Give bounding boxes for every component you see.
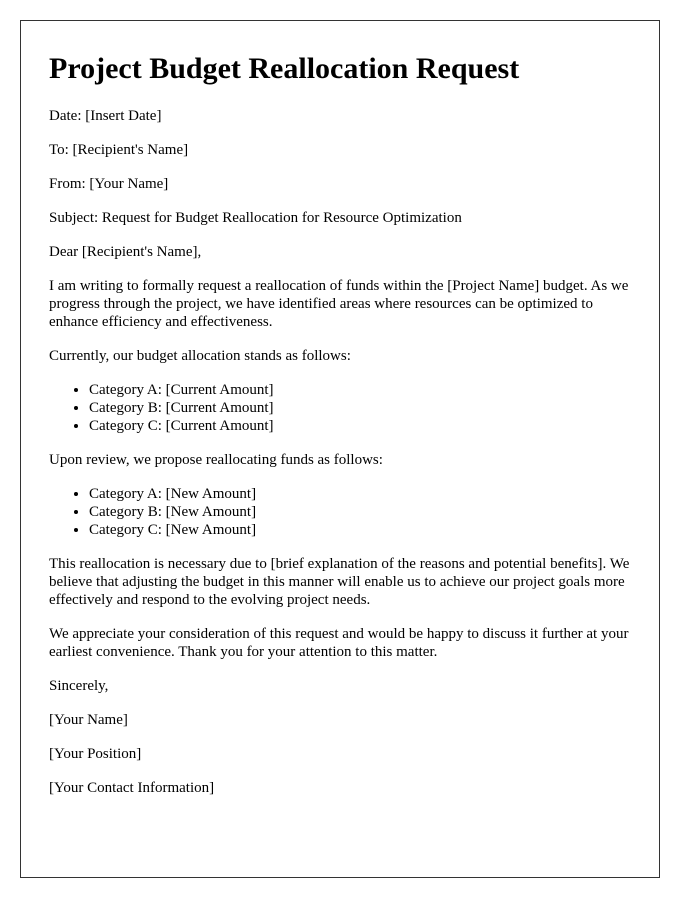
proposed-allocation-item: • Category B: [New Amount] [89, 503, 639, 521]
signature-contact: [Your Contact Information] [49, 780, 215, 796]
sign-off: Sincerely, [49, 678, 109, 694]
current-allocation-intro: Currently, our budget allocation stands as follows: [49, 348, 351, 364]
intro-paragraph: I am writing to formally request a reallocation of funds within the [Project Name] budget. As we progress through the project, we have identified areas where resources can be optimized to enhance efficiency and effectiveness. [49, 278, 629, 330]
proposed-allocation-intro: Upon review, we propose reallocating funds as follows: [49, 452, 383, 468]
signature-name: [Your Name] [49, 712, 128, 728]
document-title: Project Budget Reallocation Request [49, 52, 520, 85]
current-allocation-item: • Category A: [Current Amount] [89, 381, 639, 399]
closing-paragraph: We appreciate your consideration of this request and would be happy to discuss it further at your earliest convenience. Thank you for your attention to this matter. [49, 626, 629, 660]
subject-line: Subject: Request for Budget Reallocation for Resource Optimization [49, 210, 462, 226]
current-allocation-item: • Category C: [Current Amount] [89, 417, 639, 435]
to-line: To: [Recipient's Name] [49, 142, 189, 158]
proposed-allocation-item: • Category A: [New Amount] [89, 485, 639, 503]
from-line: From: [Your Name] [49, 176, 169, 192]
proposed-allocation-list [49, 485, 639, 539]
letter-content [49, 51, 639, 813]
date-line: Date: [Insert Date] [49, 108, 162, 124]
salutation: Dear [Recipient's Name], [49, 244, 202, 260]
current-allocation-item: • Category B: [Current Amount] [89, 399, 639, 417]
signature-position: [Your Position] [49, 746, 142, 762]
current-allocation-list [49, 381, 639, 435]
reason-paragraph: This reallocation is necessary due to [brief explanation of the reasons and potential benefits]. We believe that adjusting the budget in this manner will enable us to achieve our project goals more effectively and respond to the evolving project needs. [49, 556, 630, 608]
document-page [20, 20, 660, 878]
proposed-allocation-item: • Category C: [New Amount] [89, 521, 639, 539]
